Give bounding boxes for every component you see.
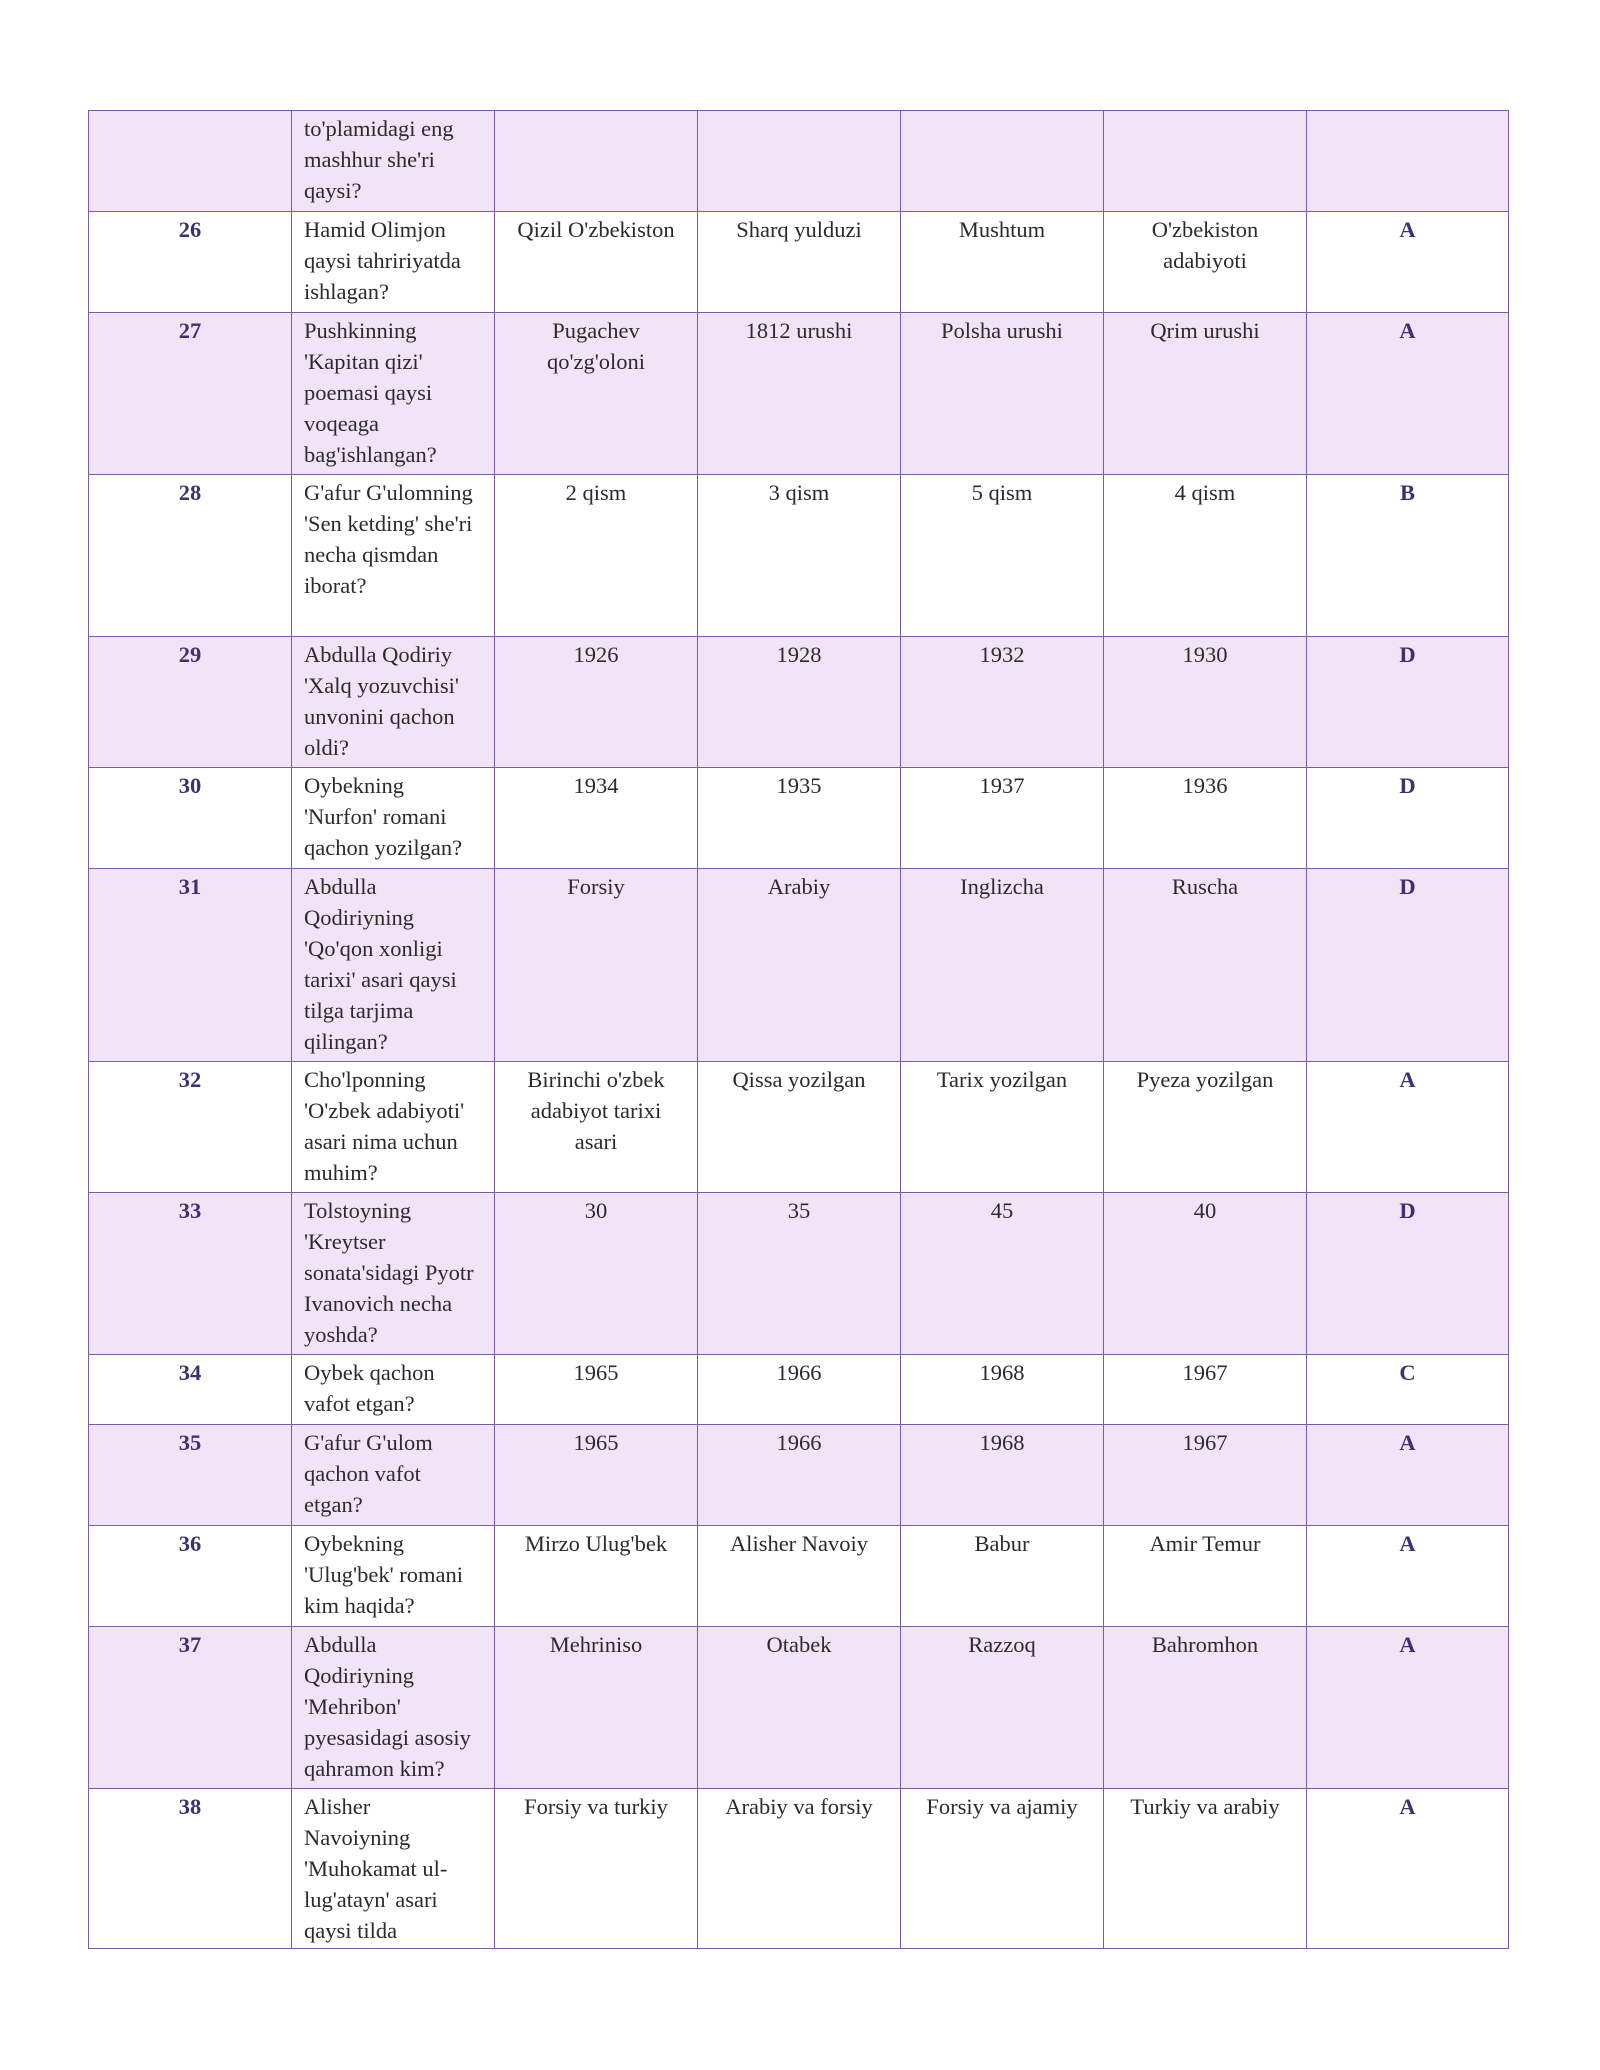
option-c: Mushtum <box>901 212 1104 313</box>
question-number: 38 <box>89 1789 292 1949</box>
question-number: 29 <box>89 637 292 768</box>
table-row <box>89 1062 1509 1193</box>
option-a <box>495 111 698 212</box>
question-number <box>89 111 292 212</box>
correct-answer: B <box>1307 475 1509 637</box>
option-d: Pyeza yozilgan <box>1104 1062 1307 1193</box>
question-text: Oybekning 'Nurfon' romani qachon yozilgan? <box>292 768 495 869</box>
option-d: 1936 <box>1104 768 1307 869</box>
option-a: Qizil O'zbekiston <box>495 212 698 313</box>
question-number: 27 <box>89 313 292 475</box>
question-number: 35 <box>89 1425 292 1526</box>
question-number: 28 <box>89 475 292 637</box>
question-text: Cho'lponning 'O'zbek adabiyoti' asari nima uchun muhim? <box>292 1062 495 1193</box>
table-row <box>89 212 1509 313</box>
question-text: Oybekning 'Ulug'bek' romani kim haqida? <box>292 1526 495 1627</box>
option-b: Arabiy va forsiy <box>698 1789 901 1949</box>
option-a: Birinchi o'zbek adabiyot tarixi asari <box>495 1062 698 1193</box>
table-row <box>89 1526 1509 1627</box>
option-c: Inglizcha <box>901 869 1104 1062</box>
correct-answer: D <box>1307 1193 1509 1355</box>
option-b: 1812 urushi <box>698 313 901 475</box>
correct-answer: A <box>1307 313 1509 475</box>
question-text: Tolstoyning 'Kreytser sonata'sidagi Pyotr Ivanovich necha yoshda? <box>292 1193 495 1355</box>
table-row <box>89 111 1509 212</box>
question-number: 36 <box>89 1526 292 1627</box>
option-b: 35 <box>698 1193 901 1355</box>
option-c: Tarix yozilgan <box>901 1062 1104 1193</box>
question-number: 32 <box>89 1062 292 1193</box>
table-row <box>89 475 1509 637</box>
option-d: 1967 <box>1104 1355 1307 1425</box>
correct-answer <box>1307 111 1509 212</box>
quiz-table <box>88 110 1509 1949</box>
option-c: Forsiy va ajamiy <box>901 1789 1104 1949</box>
option-b: 1928 <box>698 637 901 768</box>
option-d: 4 qism <box>1104 475 1307 637</box>
question-text: Oybek qachon vafot etgan? <box>292 1355 495 1425</box>
option-b: Arabiy <box>698 869 901 1062</box>
correct-answer: A <box>1307 1789 1509 1949</box>
table-row <box>89 1425 1509 1526</box>
option-a: 30 <box>495 1193 698 1355</box>
option-a: Forsiy <box>495 869 698 1062</box>
correct-answer: D <box>1307 637 1509 768</box>
option-a: 1965 <box>495 1425 698 1526</box>
question-text: Alisher Navoiyning 'Muhokamat ul-lug'atayn' asari qaysi tilda <box>292 1789 495 1949</box>
correct-answer: A <box>1307 1526 1509 1627</box>
option-c: Razzoq <box>901 1627 1104 1789</box>
option-d: 40 <box>1104 1193 1307 1355</box>
question-number: 34 <box>89 1355 292 1425</box>
option-b: 1966 <box>698 1355 901 1425</box>
question-text: Abdulla Qodiriy 'Xalq yozuvchisi' unvonini qachon oldi? <box>292 637 495 768</box>
question-text: to'plamidagi eng mashhur she'ri qaysi? <box>292 111 495 212</box>
option-d: Amir Temur <box>1104 1526 1307 1627</box>
option-a: 1934 <box>495 768 698 869</box>
option-c: 1937 <box>901 768 1104 869</box>
question-text: Abdulla Qodiriyning 'Qo'qon xonligi tarixi' asari qaysi tilga tarjima qilingan? <box>292 869 495 1062</box>
question-number: 33 <box>89 1193 292 1355</box>
question-text: Hamid Olimjon qaysi tahririyatda ishlagan? <box>292 212 495 313</box>
option-d: Ruscha <box>1104 869 1307 1062</box>
option-b: 1935 <box>698 768 901 869</box>
option-a: Forsiy va turkiy <box>495 1789 698 1949</box>
option-c: Babur <box>901 1526 1104 1627</box>
option-c: Polsha urushi <box>901 313 1104 475</box>
question-number: 26 <box>89 212 292 313</box>
option-c: 1932 <box>901 637 1104 768</box>
correct-answer: D <box>1307 768 1509 869</box>
option-b: Alisher Navoiy <box>698 1526 901 1627</box>
correct-answer: A <box>1307 212 1509 313</box>
option-a: 2 qism <box>495 475 698 637</box>
option-a: Pugachev qo'zg'oloni <box>495 313 698 475</box>
question-number: 30 <box>89 768 292 869</box>
option-c: 1968 <box>901 1425 1104 1526</box>
question-text: G'afur G'ulom qachon vafot etgan? <box>292 1425 495 1526</box>
option-a: Mehriniso <box>495 1627 698 1789</box>
option-d: Qrim urushi <box>1104 313 1307 475</box>
option-b: Otabek <box>698 1627 901 1789</box>
table-row <box>89 869 1509 1062</box>
question-text: Abdulla Qodiriyning 'Mehribon' pyesasidagi asosiy qahramon kim? <box>292 1627 495 1789</box>
table-row <box>89 313 1509 475</box>
option-d: 1967 <box>1104 1425 1307 1526</box>
question-number: 37 <box>89 1627 292 1789</box>
option-b: 3 qism <box>698 475 901 637</box>
option-c: 1968 <box>901 1355 1104 1425</box>
option-c: 5 qism <box>901 475 1104 637</box>
table-row <box>89 1627 1509 1789</box>
option-b: Sharq yulduzi <box>698 212 901 313</box>
correct-answer: D <box>1307 869 1509 1062</box>
option-d: Bahromhon <box>1104 1627 1307 1789</box>
question-text: Pushkinning 'Kapitan qizi' poemasi qaysi voqeaga bag'ishlangan? <box>292 313 495 475</box>
table-row <box>89 1789 1509 1949</box>
table-row <box>89 1355 1509 1425</box>
correct-answer: A <box>1307 1425 1509 1526</box>
option-b: Qissa yozilgan <box>698 1062 901 1193</box>
option-a: 1926 <box>495 637 698 768</box>
question-number: 31 <box>89 869 292 1062</box>
option-d: 1930 <box>1104 637 1307 768</box>
option-a: Mirzo Ulug'bek <box>495 1526 698 1627</box>
table-row <box>89 768 1509 869</box>
correct-answer: A <box>1307 1627 1509 1789</box>
option-c: 45 <box>901 1193 1104 1355</box>
option-b: 1966 <box>698 1425 901 1526</box>
option-d: Turkiy va arabiy <box>1104 1789 1307 1949</box>
table-row <box>89 1193 1509 1355</box>
correct-answer: C <box>1307 1355 1509 1425</box>
question-text: G'afur G'ulomning 'Sen ketding' she'ri necha qismdan iborat? <box>292 475 495 637</box>
table-row <box>89 637 1509 768</box>
option-d <box>1104 111 1307 212</box>
option-b <box>698 111 901 212</box>
option-a: 1965 <box>495 1355 698 1425</box>
option-c <box>901 111 1104 212</box>
correct-answer: A <box>1307 1062 1509 1193</box>
option-d: O'zbekiston adabiyoti <box>1104 212 1307 313</box>
